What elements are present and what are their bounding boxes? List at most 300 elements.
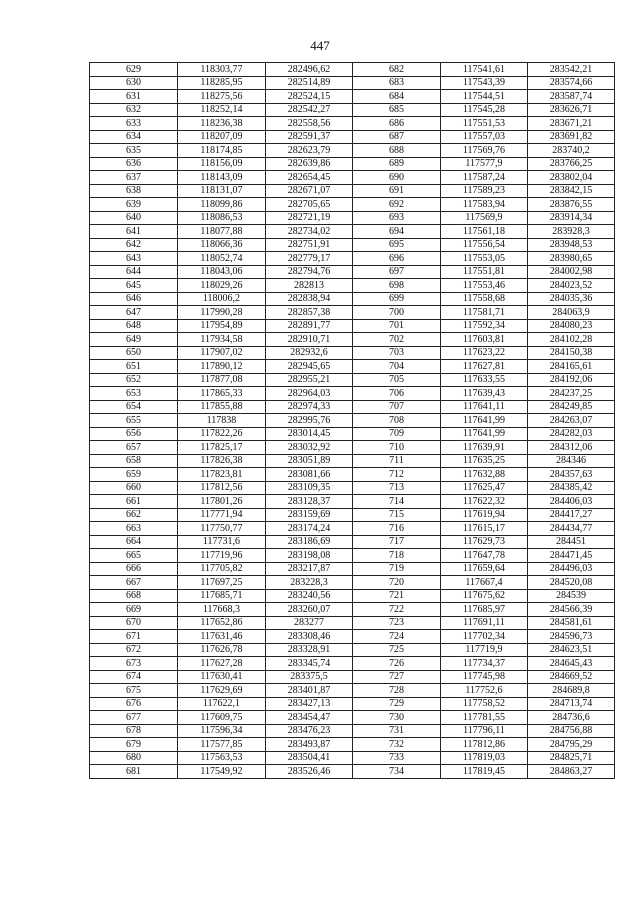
y-coordinate-left: 282857,38 [266,306,353,320]
x-coordinate-right: 117587,24 [441,171,528,185]
y-coordinate-left: 283240,56 [266,589,353,603]
table-row [90,157,615,171]
point-number-left: 666 [90,562,178,576]
point-number-right: 687 [353,130,441,144]
y-coordinate-right: 284165,61 [528,360,615,374]
table-row [90,495,615,509]
x-coordinate-left: 118275,56 [178,90,266,104]
x-coordinate-right: 117659,64 [441,562,528,576]
y-coordinate-left: 282974,33 [266,400,353,414]
y-coordinate-left: 283128,37 [266,495,353,509]
y-coordinate-left: 283526,46 [266,765,353,779]
x-coordinate-right: 117629,73 [441,535,528,549]
x-coordinate-right: 117639,43 [441,387,528,401]
x-coordinate-left: 117822,26 [178,427,266,441]
y-coordinate-right: 283766,25 [528,157,615,171]
point-number-right: 702 [353,333,441,347]
y-coordinate-right: 284434,77 [528,522,615,536]
point-number-right: 726 [353,657,441,671]
y-coordinate-left: 282779,17 [266,252,353,266]
y-coordinate-left: 282945,65 [266,360,353,374]
y-coordinate-left: 283476,23 [266,724,353,738]
point-number-left: 680 [90,751,178,765]
y-coordinate-left: 283454,47 [266,711,353,725]
y-coordinate-left: 282910,71 [266,333,353,347]
point-number-left: 633 [90,117,178,131]
y-coordinate-left: 282995,76 [266,414,353,428]
x-coordinate-right: 117583,94 [441,198,528,212]
y-coordinate-left: 283504,41 [266,751,353,765]
y-coordinate-right: 284312,06 [528,441,615,455]
x-coordinate-left: 118006,2 [178,292,266,306]
point-number-right: 697 [353,265,441,279]
table-row [90,346,615,360]
y-coordinate-left: 283260,07 [266,603,353,617]
point-number-right: 731 [353,724,441,738]
point-number-right: 698 [353,279,441,293]
y-coordinate-left: 283051,89 [266,454,353,468]
table-row [90,90,615,104]
x-coordinate-right: 117819,03 [441,751,528,765]
table-row [90,765,615,779]
table-row [90,603,615,617]
x-coordinate-right: 117541,61 [441,63,528,77]
point-number-left: 630 [90,76,178,90]
point-number-right: 690 [353,171,441,185]
point-number-right: 716 [353,522,441,536]
point-number-right: 713 [353,481,441,495]
y-coordinate-left: 283109,35 [266,481,353,495]
x-coordinate-left: 117630,41 [178,670,266,684]
x-coordinate-right: 117647,78 [441,549,528,563]
table-row [90,711,615,725]
point-number-right: 682 [353,63,441,77]
point-number-left: 660 [90,481,178,495]
y-coordinate-left: 283375,5 [266,670,353,684]
table-row [90,211,615,225]
x-coordinate-right: 117639,91 [441,441,528,455]
table-row [90,400,615,414]
point-number-right: 693 [353,211,441,225]
x-coordinate-left: 117629,69 [178,684,266,698]
y-coordinate-left: 282794,76 [266,265,353,279]
x-coordinate-right: 117603,81 [441,333,528,347]
point-number-left: 676 [90,697,178,711]
point-number-right: 723 [353,616,441,630]
point-number-left: 675 [90,684,178,698]
y-coordinate-right: 284496,03 [528,562,615,576]
table-row [90,657,615,671]
point-number-right: 712 [353,468,441,482]
y-coordinate-right: 283542,21 [528,63,615,77]
table-row [90,103,615,117]
point-number-right: 695 [353,238,441,252]
y-coordinate-left: 283401,87 [266,684,353,698]
table-row [90,144,615,158]
y-coordinate-right: 283587,74 [528,90,615,104]
table-row [90,589,615,603]
x-coordinate-right: 117627,81 [441,360,528,374]
x-coordinate-left: 117750,77 [178,522,266,536]
x-coordinate-left: 117719,96 [178,549,266,563]
y-coordinate-right: 283914,34 [528,211,615,225]
point-number-right: 721 [353,589,441,603]
table-row [90,117,615,131]
y-coordinate-right: 284102,28 [528,333,615,347]
y-coordinate-right: 284263,07 [528,414,615,428]
x-coordinate-left: 118143,09 [178,171,266,185]
y-coordinate-right: 283928,3 [528,225,615,239]
y-coordinate-left: 283186,69 [266,535,353,549]
x-coordinate-right: 117781,55 [441,711,528,725]
y-coordinate-right: 284451 [528,535,615,549]
table-row [90,306,615,320]
x-coordinate-left: 117705,82 [178,562,266,576]
y-coordinate-right: 284623,51 [528,643,615,657]
point-number-left: 649 [90,333,178,347]
x-coordinate-left: 117596,34 [178,724,266,738]
point-number-left: 645 [90,279,178,293]
x-coordinate-left: 117609,75 [178,711,266,725]
table-row [90,630,615,644]
y-coordinate-left: 282838,94 [266,292,353,306]
y-coordinate-right: 284756,88 [528,724,615,738]
x-coordinate-left: 118052,74 [178,252,266,266]
point-number-left: 641 [90,225,178,239]
y-coordinate-right: 284596,73 [528,630,615,644]
point-number-right: 708 [353,414,441,428]
y-coordinate-left: 283081,66 [266,468,353,482]
y-coordinate-right: 284346 [528,454,615,468]
table-row [90,481,615,495]
point-number-left: 674 [90,670,178,684]
point-number-right: 696 [353,252,441,266]
point-number-right: 686 [353,117,441,131]
y-coordinate-right: 284689,8 [528,684,615,698]
point-number-right: 729 [353,697,441,711]
x-coordinate-left: 117631,46 [178,630,266,644]
x-coordinate-right: 117819,45 [441,765,528,779]
x-coordinate-right: 117577,9 [441,157,528,171]
point-number-left: 647 [90,306,178,320]
y-coordinate-right: 284406,03 [528,495,615,509]
table-row [90,549,615,563]
point-number-left: 679 [90,738,178,752]
y-coordinate-left: 283174,24 [266,522,353,536]
coordinates-table [89,62,615,779]
point-number-left: 681 [90,765,178,779]
y-coordinate-left: 282496,62 [266,63,353,77]
y-coordinate-right: 284192,06 [528,373,615,387]
point-number-right: 692 [353,198,441,212]
table-row [90,279,615,293]
x-coordinate-right: 117553,05 [441,252,528,266]
point-number-left: 672 [90,643,178,657]
y-coordinate-left: 282558,56 [266,117,353,131]
x-coordinate-left: 117990,28 [178,306,266,320]
table-row [90,508,615,522]
table-row [90,684,615,698]
x-coordinate-right: 117812,86 [441,738,528,752]
y-coordinate-right: 283626,71 [528,103,615,117]
x-coordinate-right: 117589,23 [441,184,528,198]
y-coordinate-right: 284736,6 [528,711,615,725]
x-coordinate-left: 117563,53 [178,751,266,765]
y-coordinate-left: 283328,91 [266,643,353,657]
table-row [90,225,615,239]
point-number-right: 715 [353,508,441,522]
x-coordinate-right: 117553,46 [441,279,528,293]
table-row [90,373,615,387]
table-row [90,198,615,212]
x-coordinate-left: 117954,89 [178,319,266,333]
point-number-left: 631 [90,90,178,104]
y-coordinate-right: 284863,27 [528,765,615,779]
point-number-right: 722 [353,603,441,617]
x-coordinate-right: 117592,34 [441,319,528,333]
x-coordinate-right: 117719,9 [441,643,528,657]
x-coordinate-left: 118174,85 [178,144,266,158]
point-number-right: 710 [353,441,441,455]
x-coordinate-left: 117626,78 [178,643,266,657]
table-row [90,333,615,347]
y-coordinate-left: 282964,03 [266,387,353,401]
table-row [90,751,615,765]
x-coordinate-left: 117771,94 [178,508,266,522]
point-number-right: 691 [353,184,441,198]
x-coordinate-right: 117569,76 [441,144,528,158]
x-coordinate-right: 117557,03 [441,130,528,144]
point-number-left: 669 [90,603,178,617]
point-number-left: 639 [90,198,178,212]
point-number-right: 719 [353,562,441,576]
coordinates-table-body [90,63,615,779]
point-number-right: 709 [353,427,441,441]
table-row [90,238,615,252]
table-row [90,76,615,90]
table-row [90,360,615,374]
table-row [90,643,615,657]
table-row [90,562,615,576]
x-coordinate-left: 118029,26 [178,279,266,293]
point-number-left: 642 [90,238,178,252]
x-coordinate-right: 117615,17 [441,522,528,536]
x-coordinate-left: 117652,86 [178,616,266,630]
point-number-left: 659 [90,468,178,482]
y-coordinate-right: 284035,36 [528,292,615,306]
y-coordinate-left: 282654,45 [266,171,353,185]
point-number-right: 730 [353,711,441,725]
x-coordinate-right: 117558,68 [441,292,528,306]
y-coordinate-right: 283876,55 [528,198,615,212]
y-coordinate-right: 284566,39 [528,603,615,617]
y-coordinate-right: 284357,63 [528,468,615,482]
y-coordinate-right: 283948,53 [528,238,615,252]
x-coordinate-right: 117641,11 [441,400,528,414]
x-coordinate-right: 117675,62 [441,589,528,603]
y-coordinate-left: 283228,3 [266,576,353,590]
point-number-left: 657 [90,441,178,455]
x-coordinate-right: 117556,54 [441,238,528,252]
x-coordinate-left: 118156,09 [178,157,266,171]
point-number-left: 652 [90,373,178,387]
table-row [90,252,615,266]
y-coordinate-left: 282751,91 [266,238,353,252]
y-coordinate-left: 282721,19 [266,211,353,225]
point-number-left: 665 [90,549,178,563]
point-number-right: 728 [353,684,441,698]
y-coordinate-right: 284080,23 [528,319,615,333]
y-coordinate-right: 283980,65 [528,252,615,266]
x-coordinate-left: 117826,38 [178,454,266,468]
y-coordinate-right: 284520,08 [528,576,615,590]
x-coordinate-left: 117622,1 [178,697,266,711]
page-number: 447 [310,38,330,53]
point-number-left: 648 [90,319,178,333]
point-number-right: 733 [353,751,441,765]
x-coordinate-right: 117641,99 [441,414,528,428]
table-row [90,387,615,401]
y-coordinate-left: 282671,07 [266,184,353,198]
x-coordinate-left: 117668,3 [178,603,266,617]
table-row [90,535,615,549]
y-coordinate-right: 284539 [528,589,615,603]
point-number-right: 704 [353,360,441,374]
x-coordinate-right: 117745,98 [441,670,528,684]
y-coordinate-right: 284645,43 [528,657,615,671]
x-coordinate-left: 117812,56 [178,481,266,495]
y-coordinate-left: 282639,86 [266,157,353,171]
table-row [90,63,615,77]
y-coordinate-right: 284023,52 [528,279,615,293]
y-coordinate-right: 284581,61 [528,616,615,630]
x-coordinate-left: 117801,26 [178,495,266,509]
x-coordinate-left: 117865,33 [178,387,266,401]
y-coordinate-left: 282932,6 [266,346,353,360]
y-coordinate-left: 283014,45 [266,427,353,441]
y-coordinate-right: 284385,42 [528,481,615,495]
point-number-right: 694 [353,225,441,239]
x-coordinate-right: 117545,28 [441,103,528,117]
table-row [90,171,615,185]
y-coordinate-right: 284063,9 [528,306,615,320]
table-row [90,265,615,279]
y-coordinate-left: 283159,69 [266,508,353,522]
table-row [90,441,615,455]
point-number-left: 643 [90,252,178,266]
x-coordinate-left: 117697,25 [178,576,266,590]
x-coordinate-left: 117934,58 [178,333,266,347]
y-coordinate-right: 284825,71 [528,751,615,765]
point-number-right: 718 [353,549,441,563]
point-number-left: 677 [90,711,178,725]
x-coordinate-right: 117544,51 [441,90,528,104]
x-coordinate-left: 117731,6 [178,535,266,549]
y-coordinate-right: 284795,29 [528,738,615,752]
x-coordinate-left: 118285,95 [178,76,266,90]
x-coordinate-right: 117752,6 [441,684,528,698]
point-number-left: 637 [90,171,178,185]
x-coordinate-left: 117577,85 [178,738,266,752]
point-number-right: 684 [353,90,441,104]
y-coordinate-left: 283277 [266,616,353,630]
x-coordinate-left: 118066,36 [178,238,266,252]
x-coordinate-right: 117758,52 [441,697,528,711]
point-number-left: 651 [90,360,178,374]
x-coordinate-left: 118099,86 [178,198,266,212]
x-coordinate-right: 117625,47 [441,481,528,495]
y-coordinate-right: 284249,85 [528,400,615,414]
x-coordinate-right: 117641,99 [441,427,528,441]
point-number-left: 664 [90,535,178,549]
x-coordinate-left: 117685,71 [178,589,266,603]
point-number-left: 656 [90,427,178,441]
point-number-right: 699 [353,292,441,306]
x-coordinate-right: 117561,18 [441,225,528,239]
x-coordinate-left: 118252,14 [178,103,266,117]
x-coordinate-left: 117825,17 [178,441,266,455]
table-row [90,468,615,482]
y-coordinate-left: 282514,89 [266,76,353,90]
y-coordinate-left: 282813 [266,279,353,293]
x-coordinate-left: 117890,12 [178,360,266,374]
x-coordinate-right: 117543,39 [441,76,528,90]
point-number-left: 663 [90,522,178,536]
point-number-left: 661 [90,495,178,509]
x-coordinate-right: 117633,55 [441,373,528,387]
y-coordinate-right: 284417,27 [528,508,615,522]
y-coordinate-right: 284669,52 [528,670,615,684]
point-number-left: 670 [90,616,178,630]
x-coordinate-right: 117796,11 [441,724,528,738]
point-number-right: 688 [353,144,441,158]
y-coordinate-right: 284471,45 [528,549,615,563]
point-number-right: 703 [353,346,441,360]
y-coordinate-right: 284002,98 [528,265,615,279]
point-number-left: 658 [90,454,178,468]
x-coordinate-right: 117667,4 [441,576,528,590]
table-row [90,454,615,468]
table-row [90,522,615,536]
x-coordinate-right: 117622,32 [441,495,528,509]
table-row [90,292,615,306]
x-coordinate-right: 117569,9 [441,211,528,225]
table-row [90,697,615,711]
point-number-right: 685 [353,103,441,117]
y-coordinate-left: 283427,13 [266,697,353,711]
x-coordinate-right: 117581,71 [441,306,528,320]
x-coordinate-right: 117691,11 [441,616,528,630]
point-number-left: 662 [90,508,178,522]
x-coordinate-left: 118303,77 [178,63,266,77]
x-coordinate-left: 118131,07 [178,184,266,198]
point-number-left: 635 [90,144,178,158]
x-coordinate-left: 117877,08 [178,373,266,387]
point-number-left: 678 [90,724,178,738]
x-coordinate-left: 117823,81 [178,468,266,482]
y-coordinate-right: 283802,04 [528,171,615,185]
point-number-left: 638 [90,184,178,198]
x-coordinate-left: 118236,38 [178,117,266,131]
y-coordinate-left: 283493,87 [266,738,353,752]
x-coordinate-right: 117702,34 [441,630,528,644]
x-coordinate-right: 117632,88 [441,468,528,482]
point-number-right: 705 [353,373,441,387]
y-coordinate-left: 282623,79 [266,144,353,158]
point-number-right: 717 [353,535,441,549]
y-coordinate-right: 283574,66 [528,76,615,90]
y-coordinate-right: 284713,74 [528,697,615,711]
